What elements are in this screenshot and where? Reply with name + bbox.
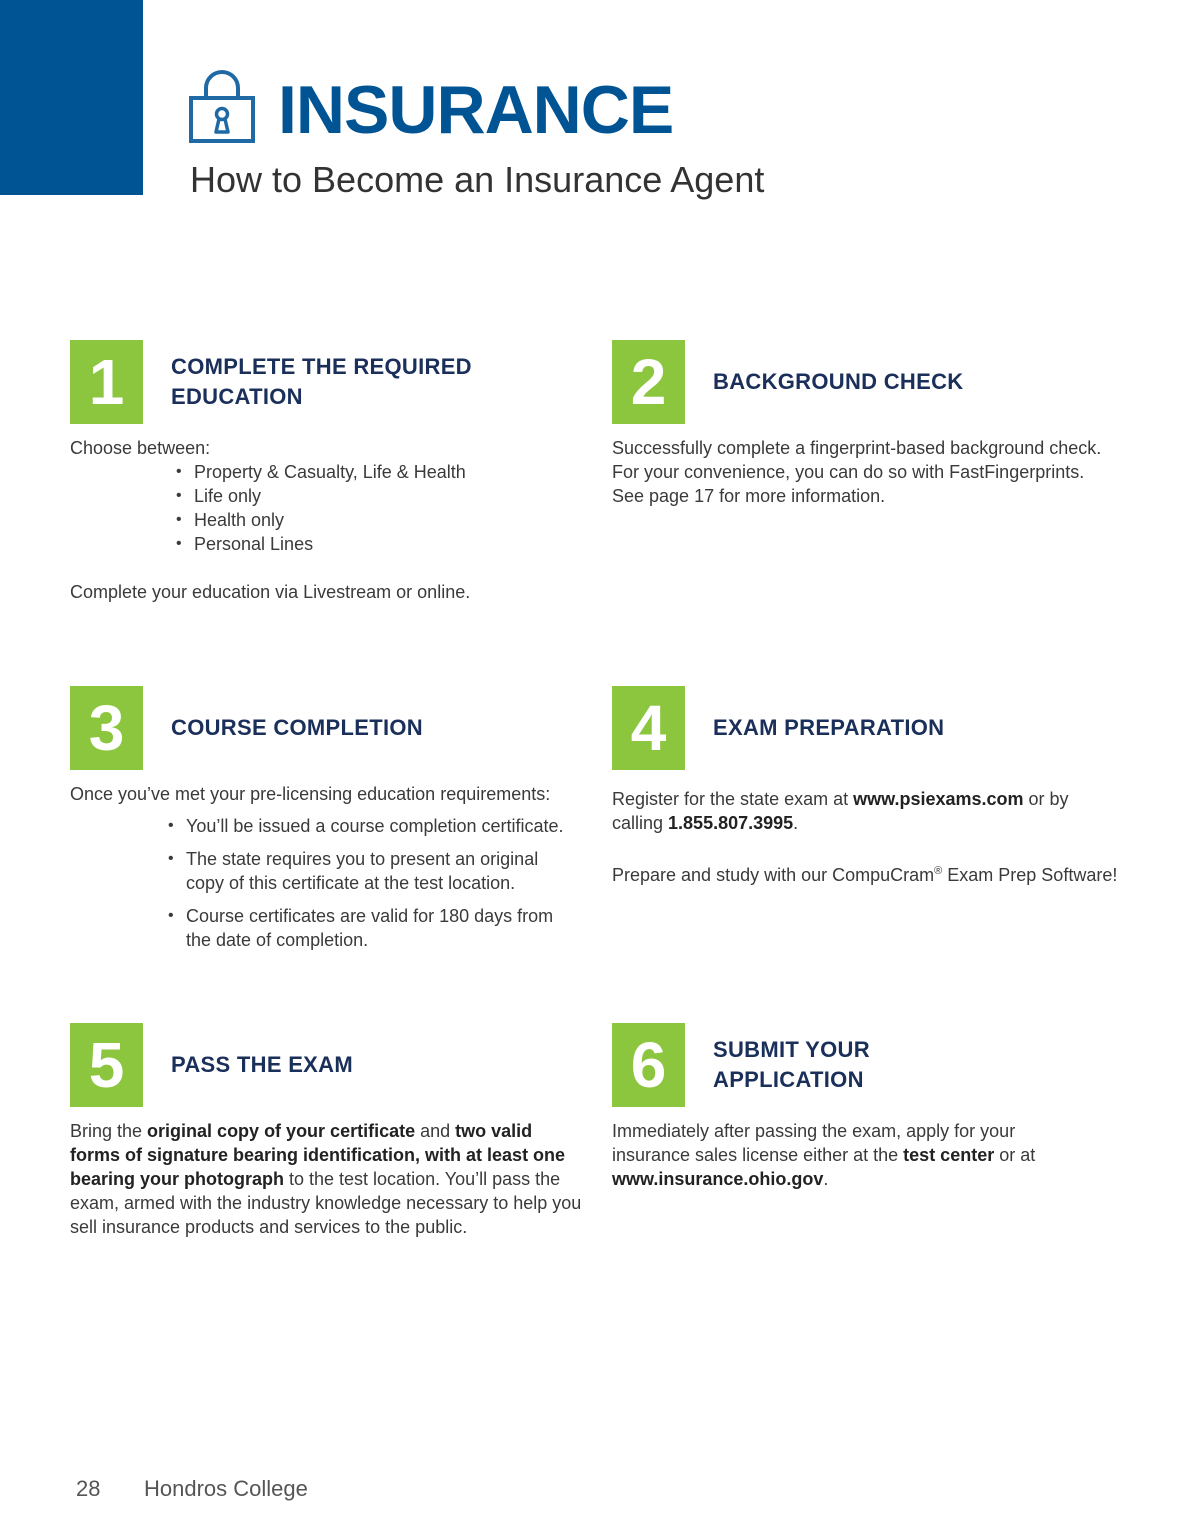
list-item: • Health only <box>172 508 590 532</box>
option-list <box>172 460 590 556</box>
page-footer <box>76 1475 308 1503</box>
step-paragraph: Bring the original copy of your certificate and two valid forms of signature bearing identification, with at least one bearing your photograph to the test location. You’ll pass the exam, armed with the industry knowledge necessary to help you sell insurance products and services to the public. <box>70 1121 582 1237</box>
step-body <box>70 436 590 604</box>
license-website-link[interactable]: www.insurance.ohio.gov <box>612 1169 824 1189</box>
step-intro: Once you’ve met your pre-licensing education requirements: <box>70 784 551 804</box>
step-number-badge: 2 <box>612 340 685 424</box>
step-number-badge: 3 <box>70 686 143 770</box>
step-number-badge: 5 <box>70 1023 143 1107</box>
step-title: EXAM PREPARATION <box>713 715 945 740</box>
step-body: Successfully complete a fingerprint-based background check. For your convenience, you can do so with FastFingerprints. See page 17 for more information. <box>612 438 1102 506</box>
step-5 <box>70 1023 582 1239</box>
footer-org-name: Hondros College <box>144 1476 308 1501</box>
step-number-badge: 6 <box>612 1023 685 1107</box>
list-item: • Course certificates are valid for 180 days from the date of completion. <box>164 904 576 952</box>
step-number-badge: 1 <box>70 340 143 424</box>
step-body <box>612 1119 1082 1191</box>
step-body <box>612 787 1122 887</box>
step-title: COURSE COMPLETION <box>171 715 423 740</box>
list-item: • Life only <box>172 484 590 508</box>
step-body <box>70 782 590 952</box>
step-paragraph: Register for the state exam at www.psiexams.com or by calling 1.855.807.3995. <box>612 789 1069 833</box>
step-paragraph: Prepare and study with our CompuCram® Exam Prep Software! <box>612 865 1118 885</box>
phone-number: 1.855.807.3995 <box>668 813 794 833</box>
list-item: • You’ll be issued a course completion certificate. <box>164 814 576 838</box>
page-number: 28 <box>76 1476 101 1501</box>
padlock-icon <box>188 68 256 144</box>
step-6 <box>612 1023 1082 1191</box>
registered-mark: ® <box>934 865 943 877</box>
step-paragraph: Immediately after passing the exam, apply for your insurance sales license either at the test center or at www.insurance.ohio.gov. <box>612 1121 1036 1189</box>
step-3 <box>70 686 590 952</box>
page-title: INSURANCE <box>278 72 674 148</box>
step-2 <box>612 340 1152 508</box>
step-body <box>70 1119 582 1239</box>
list-item: • Property & Casualty, Life & Health <box>172 460 590 484</box>
step-title: COMPLETE THE REQUIRED EDUCATION <box>171 354 472 409</box>
list-item: • Personal Lines <box>172 532 590 556</box>
step-title: BACKGROUND CHECK <box>713 369 964 394</box>
step-outro: Complete your education via Livestream or online. <box>70 582 471 602</box>
step-1 <box>70 340 590 604</box>
requirement-list <box>164 814 576 952</box>
step-intro: Choose between: <box>70 438 211 458</box>
corner-color-block <box>0 0 143 195</box>
step-number-badge: 4 <box>612 686 685 770</box>
list-item: • The state requires you to present an original copy of this certificate at the test location. <box>164 847 576 895</box>
step-title: SUBMIT YOUR APPLICATION <box>713 1037 870 1092</box>
step-title: PASS THE EXAM <box>171 1052 353 1077</box>
exam-website-link[interactable]: www.psiexams.com <box>853 789 1024 809</box>
page-subtitle: How to Become an Insurance Agent <box>190 159 765 200</box>
step-4 <box>612 686 1122 887</box>
